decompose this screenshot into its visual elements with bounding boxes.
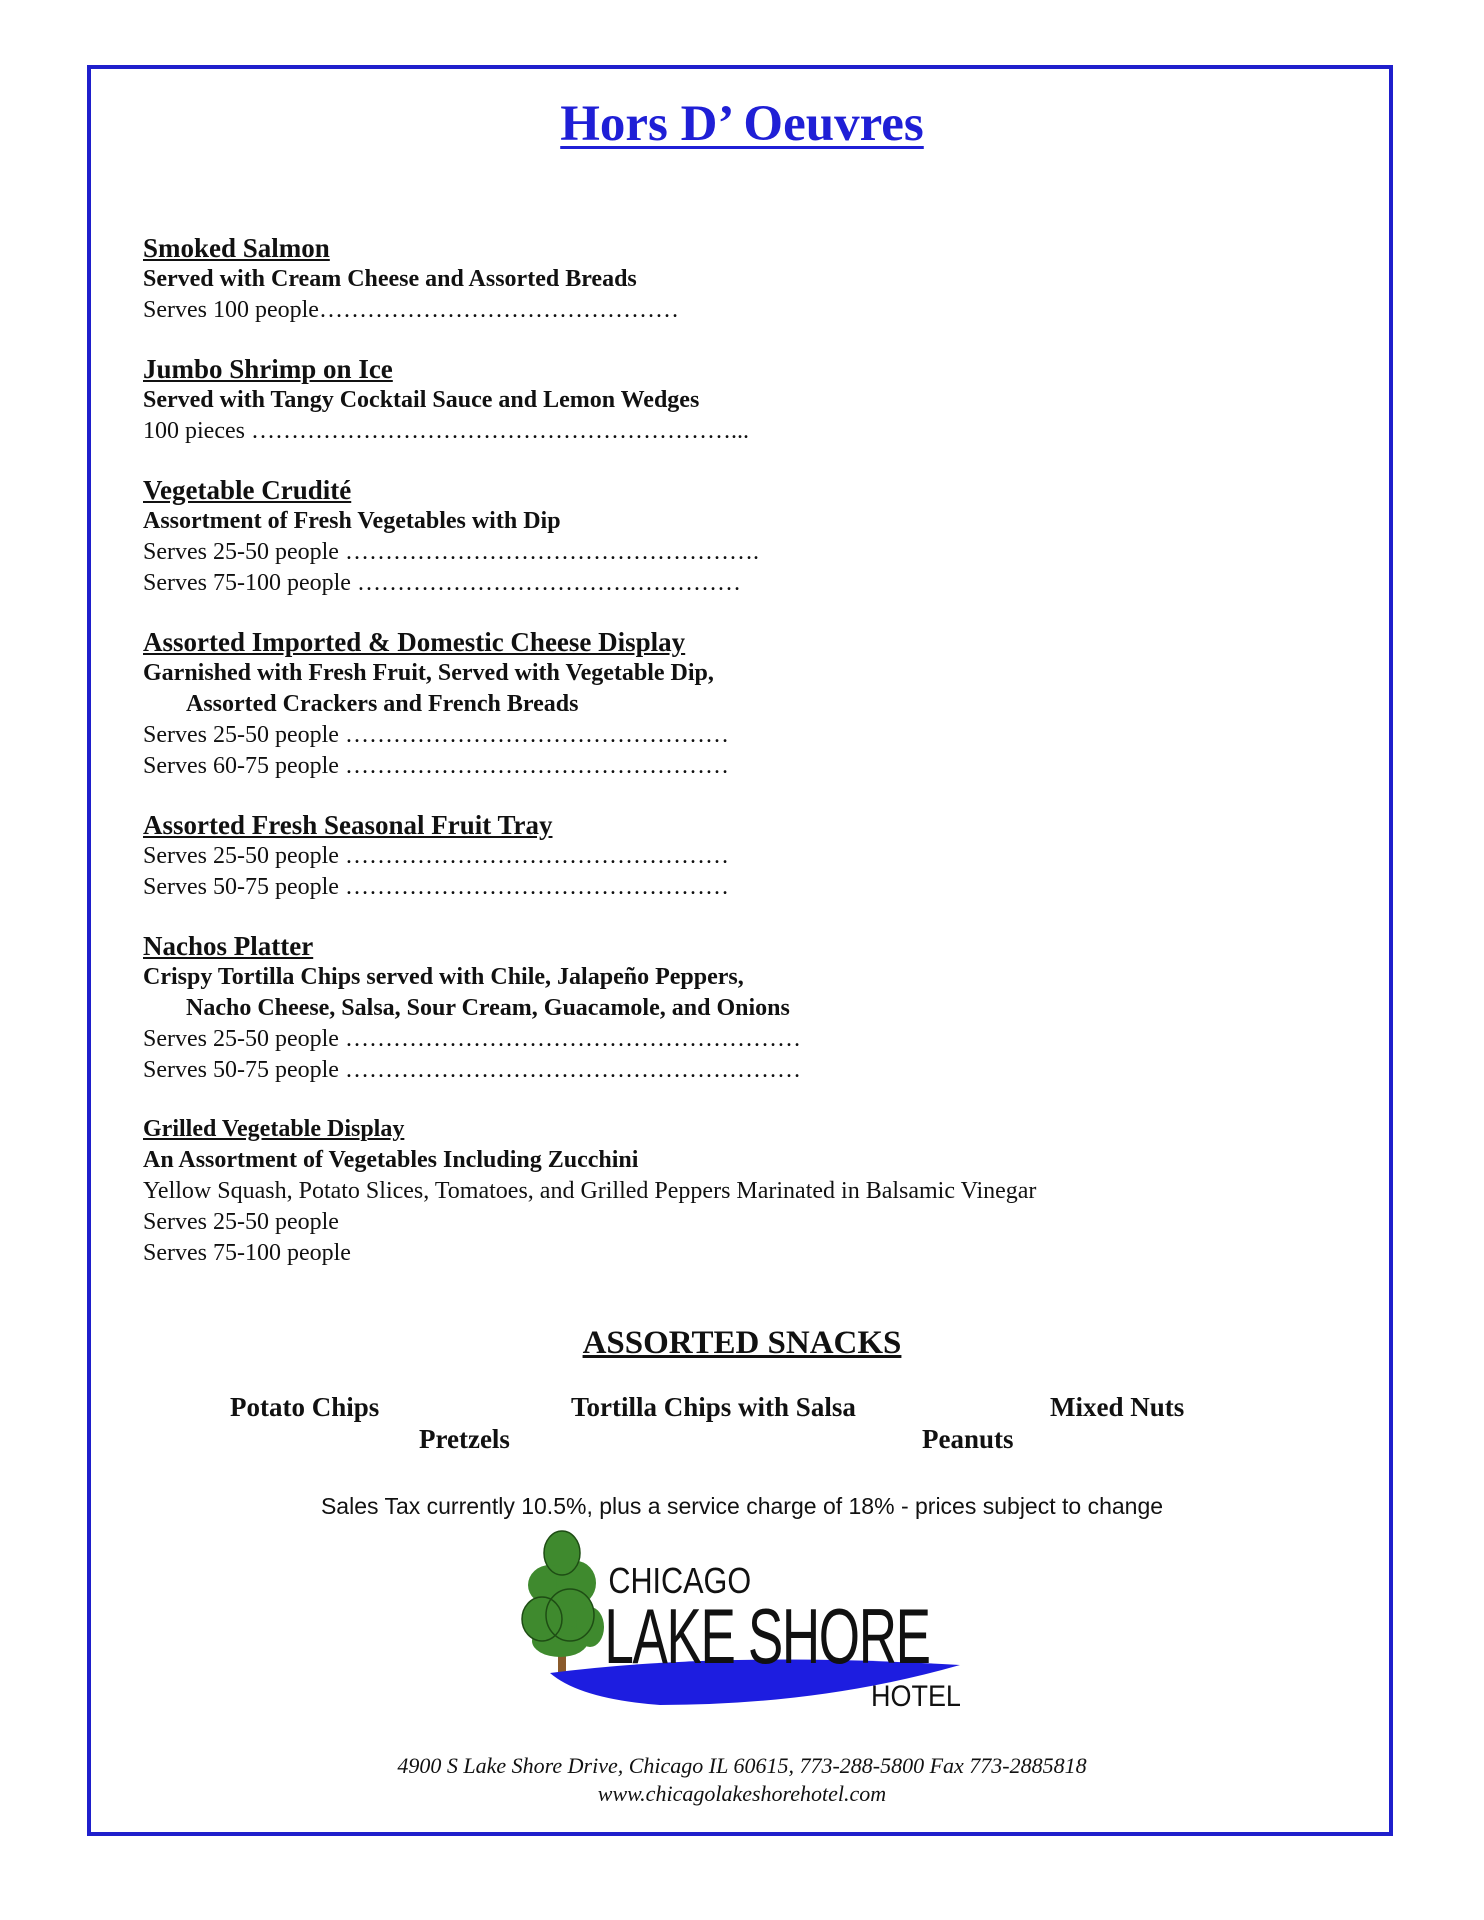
item-name: Nachos Platter [143,931,314,961]
item-description: Served with Cream Cheese and Assorted Breads [143,266,637,292]
footer-address: 4900 S Lake Shore Drive, Chicago IL 60615, 773-288-5800 Fax 773-2885818 [397,1753,1087,1778]
item-description: Served with Tangy Cocktail Sauce and Lemon Wedges [143,387,700,413]
serving-line: Serves 25-50 people ………………………………………… [143,722,729,748]
item-detail-line: Yellow Squash, Potato Slices, Tomatoes, and Grilled Peppers Marinated in Balsamic Vinegar [143,1178,1037,1204]
item-description: An Assortment of Vegetables Including Zucchini [143,1147,639,1173]
serving-line: Serves 75-100 people ………………………………………… [143,570,741,596]
hotel-logo [520,1523,970,1713]
serving-line: Serves 25-50 people ………………………………………………… [143,1026,801,1052]
logo-hotel: HOTEL [871,1679,961,1713]
logo-chicago: CHICAGO [608,1561,752,1602]
item-name: Smoked Salmon [143,233,330,263]
menu-item [143,354,1243,447]
snacks-heading [0,1325,1484,1362]
item-description: Crispy Tortilla Chips served with Chile, Jalapeño Peppers, [143,964,744,990]
menu-item [143,475,1243,599]
page-title-text: Hors D’ Oeuvres [560,96,924,152]
serving-line: Serves 25-50 people [143,1209,339,1235]
footer [0,1752,1484,1808]
menu-list [143,233,1243,1297]
item-description: Garnished with Fresh Fruit, Served with Vegetable Dip, [143,660,714,686]
menu-item [143,627,1243,782]
page-title [0,95,1484,153]
menu-item [143,810,1243,903]
snack-potato-chips: Potato Chips [230,1392,380,1422]
snack-mixed-nuts: Mixed Nuts [1050,1392,1185,1422]
snack-peanuts: Peanuts [922,1424,1014,1454]
item-name: Jumbo Shrimp on Ice [143,354,393,384]
snacks-heading-text: ASSORTED SNACKS [582,1325,902,1361]
snack-pretzels: Pretzels [419,1424,510,1454]
item-description: Assorted Crackers and French Breads [186,691,579,717]
snack-tortilla-chips: Tortilla Chips with Salsa [571,1392,856,1422]
serving-line: Serves 50-75 people ………………………………………………… [143,1057,801,1083]
serving-line: Serves 100 people……………………………………… [143,297,679,323]
footer-website[interactable]: www.chicagolakeshorehotel.com [597,1781,887,1806]
item-name: Assorted Fresh Seasonal Fruit Tray [143,810,553,840]
item-description: Nacho Cheese, Salsa, Sour Cream, Guacamole, and Onions [186,995,790,1021]
tree-icon [522,1531,604,1675]
item-name: Vegetable Crudité [143,475,352,505]
serving-line: Serves 60-75 people ………………………………………… [143,753,729,779]
item-description: Assortment of Fresh Vegetables with Dip [143,508,561,534]
serving-line: Serves 25-50 people ………………………………………… [143,843,729,869]
logo-lakeshore: LAKE SHORE [604,1594,930,1681]
menu-item [143,233,1243,326]
serving-line: Serves 75-100 people [143,1240,351,1266]
tax-note: Sales Tax currently 10.5%, plus a service charge of 18% - prices subject to change [320,1493,1164,1519]
menu-item [143,931,1243,1086]
serving-line: Serves 50-75 people ………………………………………… [143,874,729,900]
serving-line: 100 pieces ……………………………………………………... [143,418,749,444]
item-name: Grilled Vegetable Display [143,1116,405,1142]
menu-item [143,1114,1243,1269]
serving-line: Serves 25-50 people ……………………………………………. [143,539,759,565]
item-name: Assorted Imported & Domestic Cheese Display [143,627,686,657]
